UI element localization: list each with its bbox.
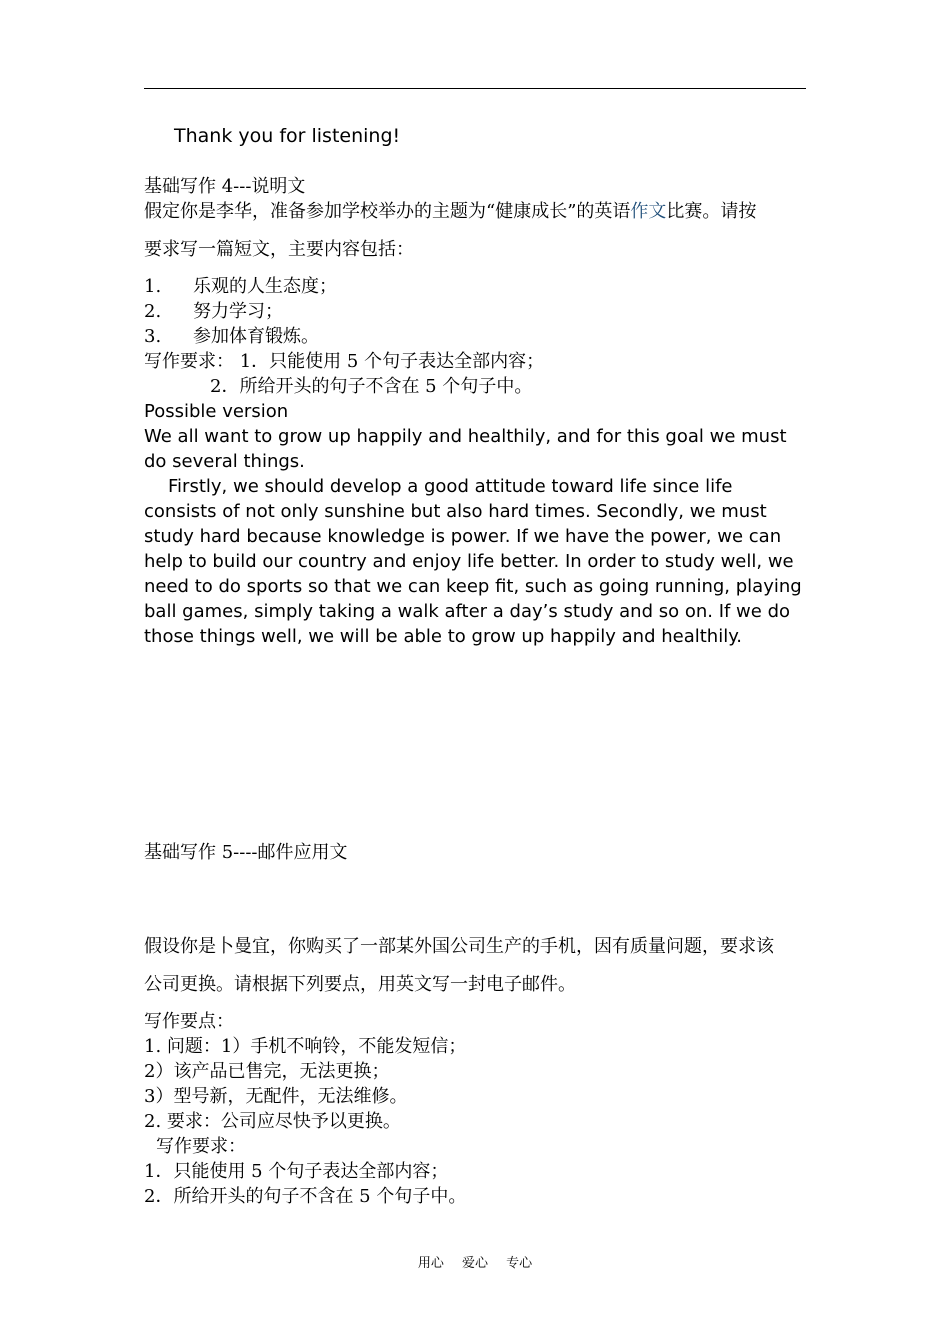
section5-prompt-line2: 公司更换。请根据下列要点，用英文写一封电子邮件。 <box>144 974 576 995</box>
closing-line: Thank you for listening! <box>174 125 401 147</box>
point-item <box>144 324 808 349</box>
essay-intro: We all want to grow up happily and healthily, and for this goal we must do several things. <box>144 426 787 472</box>
section5-requirement-1: 1．只能使用 5 个句子表达全部内容； <box>144 1161 449 1182</box>
requirements-label: 写作要求： <box>144 351 234 372</box>
footer-word: 专心 <box>506 1256 533 1271</box>
section4-prompt-line2: 要求写一篇短文，主要内容包括： <box>144 239 414 260</box>
point-text: 乐观的人生态度； <box>193 276 337 297</box>
section5-requirements-label: 写作要求： <box>156 1136 246 1157</box>
footer-word: 用心 <box>417 1256 444 1271</box>
point-text: 参加体育锻炼。 <box>193 326 319 347</box>
point-number: 1. <box>144 276 162 297</box>
section5-requirement-2: 2．所给开头的句子不含在 5 个句子中。 <box>144 1186 467 1207</box>
essay-body: Firstly, we should develop a good attitude toward life since life consists of not only sunshine but also hard times. Secondly, we must study hard because knowledge is power. If we have the power, we can help to build our country and enjoy life better. In order to study well, we need to do sports so that we can keep fit, such as going running, playing ball games, simply taking a walk after a day’s study and so on. If we do those things well, we will be able to grow up happily and healthily. <box>144 476 802 647</box>
section5-point: 2）该产品已售完，无法更换； <box>144 1061 390 1082</box>
point-number: 2. <box>144 301 162 322</box>
point-text: 努力学习； <box>193 301 283 322</box>
header-rule <box>144 88 806 89</box>
possible-version-label: Possible version <box>144 401 289 422</box>
requirement-2: 2．所给开头的句子不含在 5 个句子中。 <box>210 376 533 397</box>
section5-point: 3）型号新，无配件，无法维修。 <box>144 1086 408 1107</box>
section4-title: 基础写作 4---说明文 <box>144 176 306 197</box>
point-item <box>144 274 808 299</box>
point-item <box>144 299 808 324</box>
prompt-text-b: 比赛。请按 <box>666 201 757 222</box>
section5-points-label: 写作要点： <box>144 1011 234 1032</box>
footer-word: 爱心 <box>461 1256 488 1271</box>
requirements-line1 <box>144 349 808 374</box>
requirement-1: 1．只能使用 5 个句子表达全部内容； <box>239 351 545 372</box>
point-number: 3. <box>144 326 162 347</box>
page-footer <box>0 1252 950 1271</box>
section5-prompt-line1: 假设你是卜曼宜，你购买了一部某外国公司生产的手机，因有质量问题，要求该 <box>144 936 774 957</box>
section5-point: 2. 要求：公司应尽快予以更换。 <box>144 1111 401 1132</box>
section4-prompt-line1 <box>144 199 808 224</box>
section5-point: 1. 问题：1）手机不响铃，不能发短信； <box>144 1036 467 1057</box>
prompt-text-a: 假定你是李华，准备参加学校举办的主题为“健康成长”的英语 <box>144 201 631 222</box>
section5-title: 基础写作 5----邮件应用文 <box>144 842 348 863</box>
essay-link[interactable]: 作文 <box>630 201 667 222</box>
